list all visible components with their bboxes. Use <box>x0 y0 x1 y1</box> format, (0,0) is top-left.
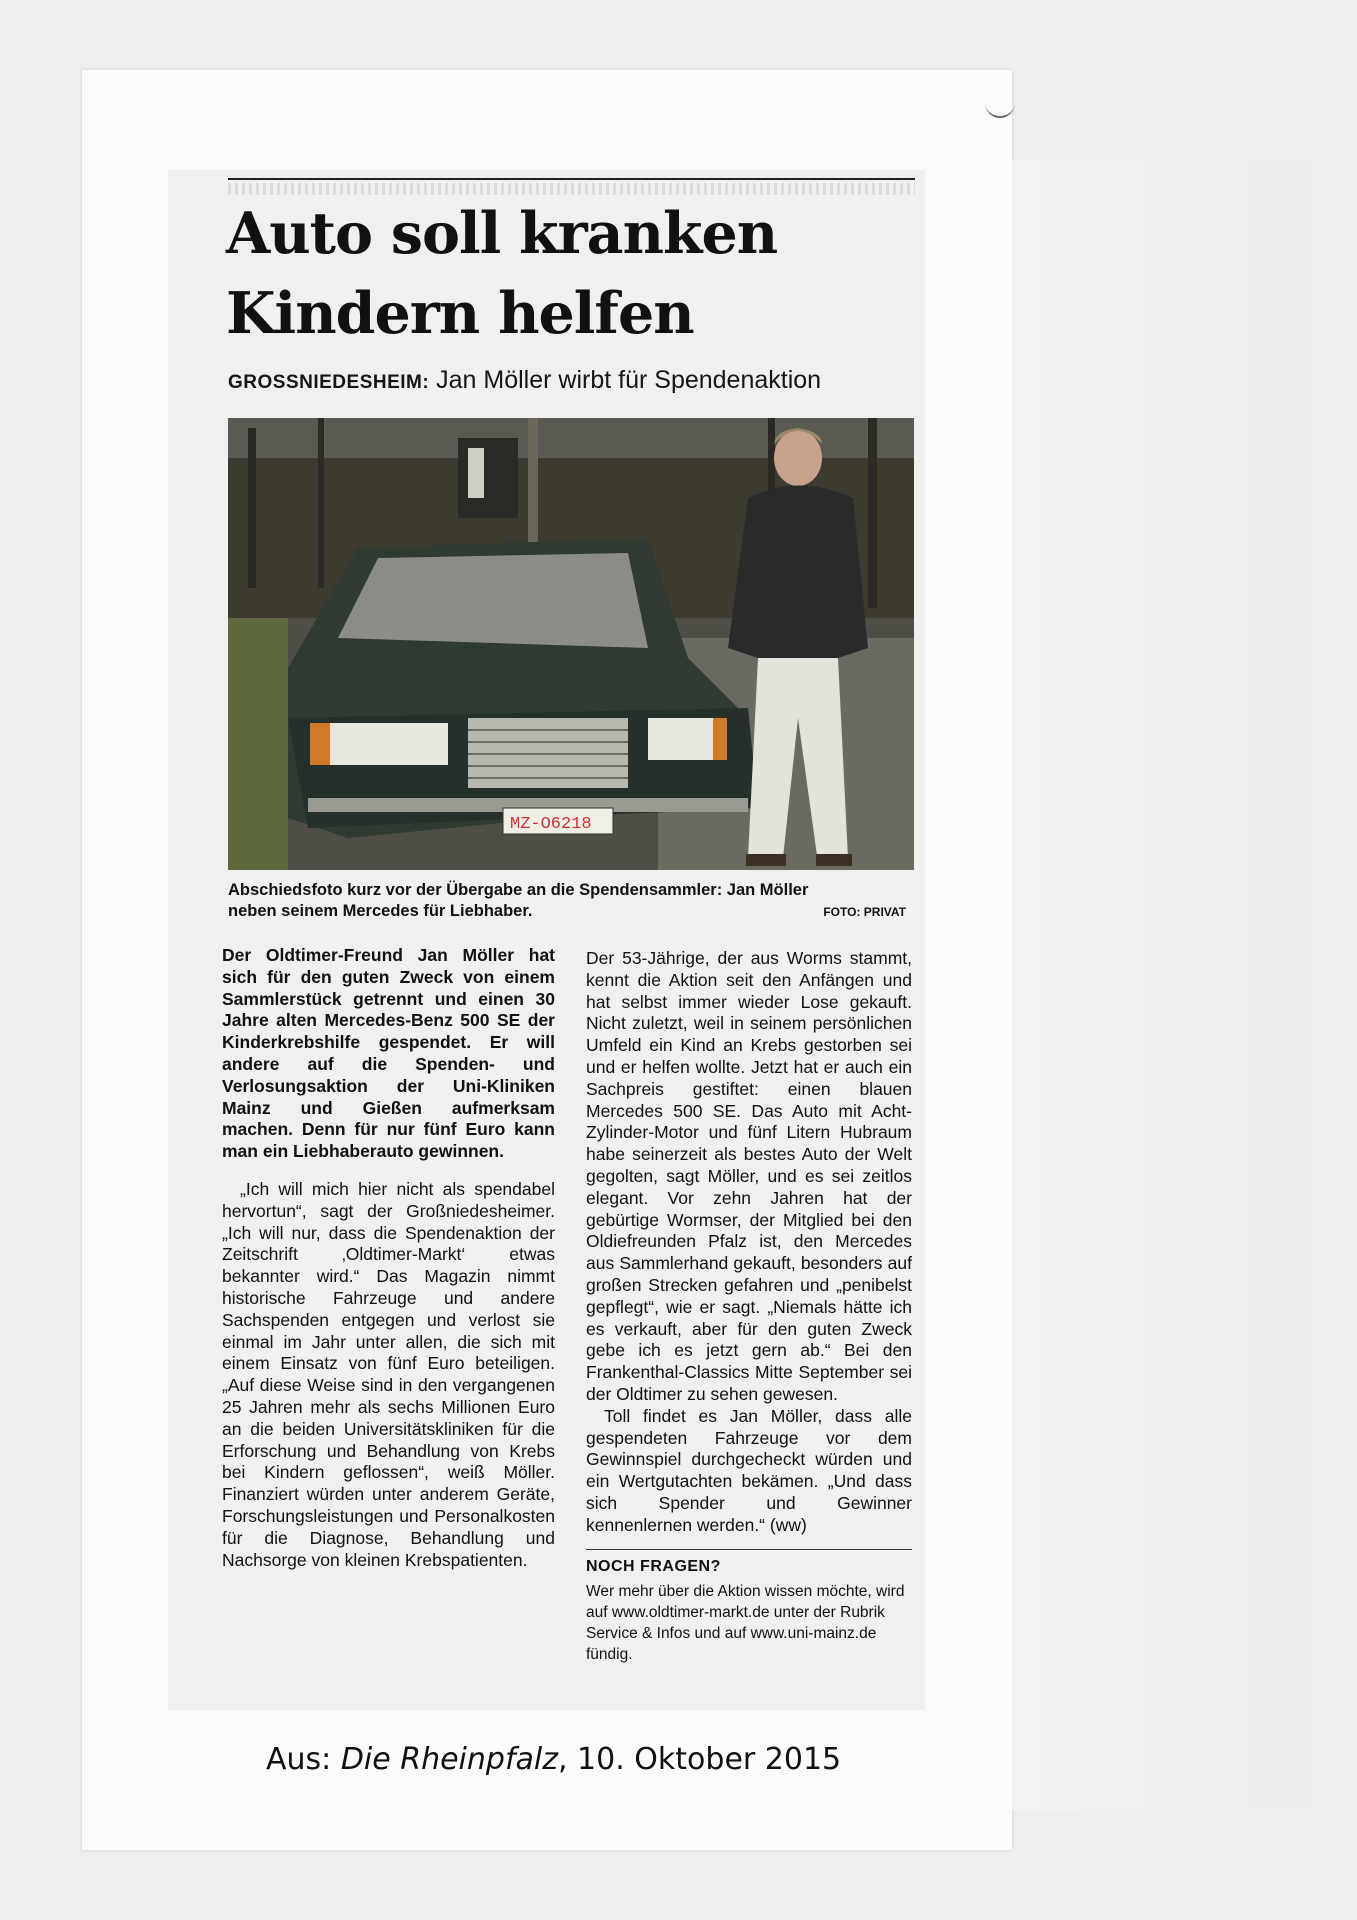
column-2 <box>586 948 912 1665</box>
info-box-body: Wer mehr über die Aktion wissen möchte, wird auf www.oldtimer-markt.de unter der Rubrik Service & Infos und auf www.uni-mainz.de fündig. <box>586 1583 905 1664</box>
source-date: , 10. Oktober 2015 <box>557 1742 842 1777</box>
article-lead: Der Oldtimer-Freund Jan Möller hat sich für den guten Zweck von einem Sammlerstück getrennt und einen 30 Jahre alten Mercedes-Benz 500 SE der Kinderkrebshilfe gespendet. Er will andere auf die Spenden- und Verlosungsaktion der Uni-Kliniken Mainz und Gießen aufmerksam machen. Denn für nur fünf Euro kann man ein Liebhaberauto gewinnen. <box>222 945 555 1162</box>
caption-line-1: Abschiedsfoto kurz vor der Übergabe an die Spendensammler: Jan Möller <box>228 881 809 899</box>
column-1 <box>222 945 555 1571</box>
headline-line-1: Auto soll kranken <box>226 200 778 267</box>
headline-line-2: Kindern helfen <box>226 280 694 347</box>
source-line <box>266 1742 966 1777</box>
info-box-title: NOCH FRAGEN? <box>586 1549 912 1578</box>
info-box <box>586 1549 912 1666</box>
photo-credit: FOTO: PRIVAT <box>823 905 906 919</box>
article-paragraph-1: „Ich will mich hier nicht als spendabel hervortun“, sagt der Großniedesheimer. „Ich will nur, dass die Spendenaktion der Zeitschrift ‚Oldtimer-Markt‘ etwas bekannter wird.“ Das Magazin nimmt historische Fahrzeuge und andere Sachspenden entgegen und verlost sie einmal im Jahr unter allen, die sich mit einem Einsatz von fünf Euro beteiligen. „Auf diese Weise sind in den vergangenen 25 Jahren mehr als sechs Millionen Euro an die beiden Universitätskliniken für die Erforschung und Behandlung von Krebs bei Kindern geflossen“, weiß Möller. Finanziert würden unter anderem Geräte, Forschungsleistungen und Personalkosten für die Diagnose, Behandlung und Nachsorge von kleinen Krebspatienten. <box>222 1178 555 1570</box>
subheadline-text: Jan Möller wirbt für Spendenaktion <box>429 366 822 394</box>
license-plate-text: MZ-O6218 <box>510 815 592 834</box>
location-tag: GROSSNIEDESHEIM: <box>228 372 430 393</box>
headline <box>226 194 926 354</box>
top-rule <box>228 178 915 180</box>
article-paragraph-2: Der 53-Jährige, der aus Worms stammt, kennt die Aktion seit den Anfängen und hat selbst immer wieder Lose gekauft. Nicht zuletzt, weil in seinem persönlichen Umfeld ein Kind an Krebs gestorben sei und er helfen wollte. Jetzt hat er auch ein Sachpreis gestiftet: einen blauen Mercedes 500 SE. Das Auto mit Acht-Zylinder-Motor und fünf Litern Hubraum habe seinerzeit als bestes Auto der Welt gegolten, sagt Möller, und es sei zeitlos elegant. Vor zehn Jahren hat der gebürtige Wormser, der Mitglied bei den Oldiefreunden Pfalz ist, den Mercedes aus Sammlerhand gekauft, besonders auf großen Strecken gefahren und „penibelst gepflegt“, wie er sagt. „Niemals hätte ich es verkauft, aber für den guten Zweck gebe ich es jetzt gern ab.“ Bei den Frankenthal-Classics Mitte September sei der Oldtimer zu sehen gewesen. <box>586 948 912 1404</box>
photo-caption <box>228 880 914 922</box>
source-publication: Die Rheinpfalz <box>340 1742 558 1777</box>
subheadline <box>228 366 928 395</box>
article-paragraph-3: Toll findet es Jan Möller, dass alle gespendeten Fahrzeuge vor dem Gewinnspiel durchgecheckt würden und ein Wertgutachten bekämen. „Und dass sich Spender und Gewinner kennenlernen werden.“ (ww) <box>586 1405 912 1535</box>
bleed-through-shadow <box>1012 160 1312 1810</box>
article-photo <box>228 418 914 870</box>
caption-line-2: neben seinem Mercedes für Liebhaber. <box>228 902 533 920</box>
source-prefix: Aus: <box>266 1742 341 1777</box>
car-and-man-photo <box>228 418 914 870</box>
